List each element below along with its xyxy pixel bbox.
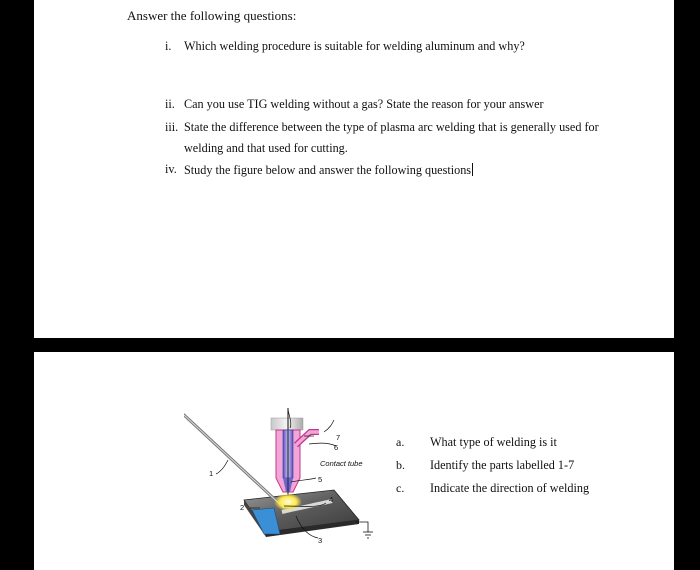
question-text: Study the figure below and answer the following questions <box>184 163 472 177</box>
label-5: 5 <box>318 475 323 484</box>
label-4: 4 <box>329 495 334 504</box>
welding-diagram <box>184 400 404 550</box>
torch-head <box>271 418 303 430</box>
label-contact-tube: Contact tube <box>320 459 363 468</box>
document-page-1 <box>34 0 674 338</box>
label-2: 2 <box>240 503 245 512</box>
question-number: i. <box>165 39 172 53</box>
subquestion-a-letter: a. <box>396 435 405 449</box>
arc-glow <box>274 493 302 511</box>
document-page-2 <box>34 352 674 570</box>
subquestion-b-letter: b. <box>396 458 405 472</box>
subquestion-c-text: Indicate the direction of welding <box>430 481 590 495</box>
subquestion-b-text: Identify the parts labelled 1-7 <box>430 458 575 472</box>
question-number: iii. <box>165 120 179 134</box>
label-1: 1 <box>209 469 214 478</box>
subquestion-a-text: What type of welding is it <box>430 435 557 449</box>
filler-rod-highlight <box>184 415 284 508</box>
instructions-heading: Answer the following questions: <box>127 8 297 23</box>
text-cursor <box>472 163 473 176</box>
question-text: Which welding procedure is suitable for welding aluminum and why? <box>184 39 525 53</box>
question-text: Can you use TIG welding without a gas? State the reason for your answer <box>184 97 544 111</box>
label-3: 3 <box>318 536 323 545</box>
label-6: 6 <box>334 443 339 452</box>
subquestion-c-letter: c. <box>396 481 405 495</box>
label-7: 7 <box>336 433 341 442</box>
question-number: ii. <box>165 97 175 111</box>
question-number: iv. <box>165 162 177 176</box>
question-text: State the difference between the type of plasma arc welding that is generally used for <box>184 120 599 134</box>
question-iii-continuation: welding and that used for cutting. <box>184 141 348 155</box>
